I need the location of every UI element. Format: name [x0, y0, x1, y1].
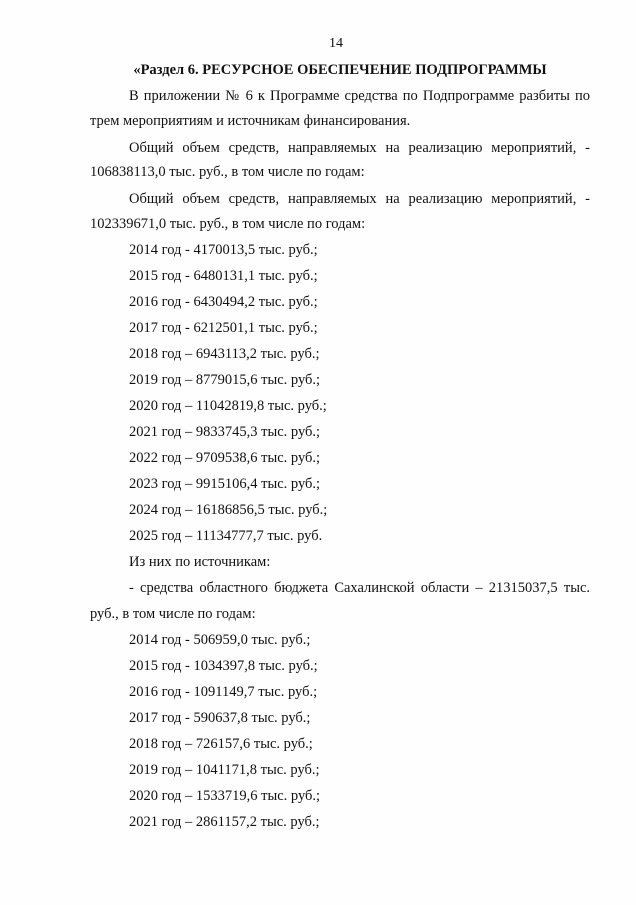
list-item: 2019 год – 1041171,8 тыс. руб.; — [129, 762, 320, 778]
list-item: 2019 год – 8779015,6 тыс. руб.; — [129, 372, 321, 388]
sources-intro: Из них по источникам: — [129, 554, 271, 570]
list-item: 2018 год – 6943113,2 тыс. руб.; — [129, 346, 320, 362]
page-number: 14 — [329, 36, 343, 51]
list-item: 2024 год – 16186856,5 тыс. руб.; — [129, 502, 328, 518]
intro-line-2: трем мероприятиям и источникам финансирования. — [90, 113, 411, 129]
list-item: 2025 год – 11134777,7 тыс. руб. — [129, 528, 323, 544]
list-item: 2016 год - 6430494,2 тыс. руб.; — [129, 294, 318, 310]
total-old-line-2: 106838113,0 тыс. руб., в том числе по годам: — [90, 164, 365, 180]
list-item: 2018 год – 726157,6 тыс. руб.; — [129, 736, 313, 752]
list-item: 2014 год - 4170013,5 тыс. руб.; — [129, 242, 318, 258]
intro-line-1: В приложении № 6 к Программе средства по Подпрограмме разбиты по — [129, 88, 590, 104]
list-item: 2021 год – 9833745,3 тыс. руб.; — [129, 424, 321, 440]
list-item: 2021 год – 2861157,2 тыс. руб.; — [129, 814, 320, 830]
list-item: 2016 год - 1091149,7 тыс. руб.; — [129, 684, 318, 700]
list-item: 2014 год - 506959,0 тыс. руб.; — [129, 632, 311, 648]
list-item: 2017 год - 6212501,1 тыс. руб.; — [129, 320, 318, 336]
section-heading: «Раздел 6. РЕСУРСНОЕ ОБЕСПЕЧЕНИЕ ПОДПРОГРАММЫ — [133, 62, 547, 78]
list-item: 2017 год - 590637,8 тыс. руб.; — [129, 710, 311, 726]
list-item: 2022 год – 9709538,6 тыс. руб.; — [129, 450, 321, 466]
total-old-line-1: Общий объем средств, направляемых на реализацию мероприятий, - — [129, 140, 590, 156]
regional-budget-line-2: руб., в том числе по годам: — [90, 606, 256, 622]
list-item: 2020 год – 1533719,6 тыс. руб.; — [129, 788, 321, 804]
list-item: 2015 год - 1034397,8 тыс. руб.; — [129, 658, 318, 674]
list-item: 2015 год - 6480131,1 тыс. руб.; — [129, 268, 318, 284]
regional-budget-line-1: - средства областного бюджета Сахалинской области – 21315037,5 тыс. — [129, 580, 590, 596]
total-new-line-1: Общий объем средств, направляемых на реализацию мероприятий, - — [129, 191, 590, 207]
list-item: 2020 год – 11042819,8 тыс. руб.; — [129, 398, 327, 414]
list-item: 2023 год – 9915106,4 тыс. руб.; — [129, 476, 321, 492]
total-new-line-2: 102339671,0 тыс. руб., в том числе по годам: — [90, 216, 366, 232]
